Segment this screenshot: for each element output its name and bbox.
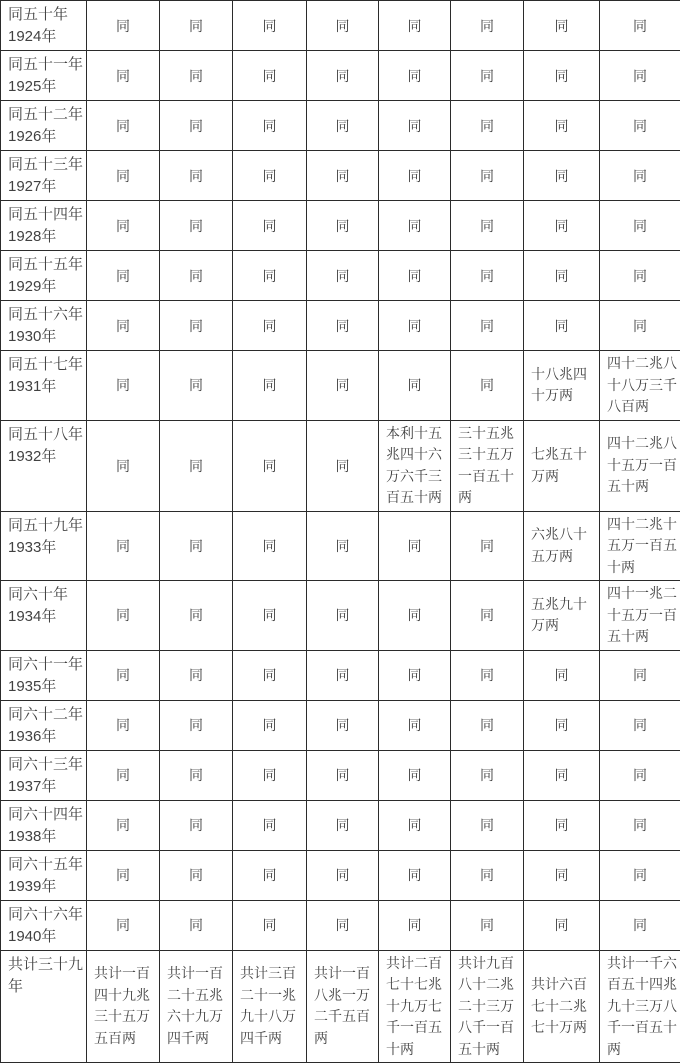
ditto-cell: 同 (379, 850, 451, 900)
ditto-cell: 同 (307, 511, 379, 581)
ditto-cell: 同 (87, 1, 160, 51)
ditto-cell: 同 (600, 251, 680, 301)
ditto-cell: 同 (600, 151, 680, 201)
amount-cell: 七兆五十万两 (524, 420, 600, 511)
ditto-cell: 同 (451, 650, 524, 700)
ditto-cell: 同 (307, 101, 379, 151)
ditto-cell: 同 (307, 900, 379, 950)
ditto-cell: 同 (233, 420, 307, 511)
row-year-label-cell (1, 581, 87, 651)
amount-cell: 四十一兆二十五万一百五十两 (600, 581, 680, 651)
year-label: 1934年 (8, 606, 84, 628)
year-label: 1929年 (8, 276, 84, 298)
era-label: 同五十年 (8, 4, 84, 26)
ditto-cell: 同 (233, 251, 307, 301)
ditto-cell: 同 (451, 51, 524, 101)
ditto-cell: 同 (307, 351, 379, 421)
ditto-cell: 同 (379, 351, 451, 421)
ditto-cell: 同 (87, 420, 160, 511)
table-row (1, 581, 680, 651)
ditto-cell: 同 (379, 301, 451, 351)
ditto-cell: 同 (307, 301, 379, 351)
table-row (1, 700, 680, 750)
amount-cell: 共计六百七十二兆七十万两 (524, 950, 600, 1063)
ditto-cell: 同 (600, 750, 680, 800)
ditto-cell: 同 (524, 251, 600, 301)
amount-cell: 共计九百八十二兆二十三万八千一百五十两 (451, 950, 524, 1063)
ditto-cell: 同 (379, 581, 451, 651)
ditto-cell: 同 (307, 251, 379, 301)
year-label: 1931年 (8, 376, 84, 398)
ditto-cell: 同 (379, 151, 451, 201)
amount-cell: 共计三百二十一兆九十八万四千两 (233, 950, 307, 1063)
ditto-cell: 同 (160, 301, 233, 351)
amount-cell: 共计一百八兆一万二千五百两 (307, 950, 379, 1063)
table-row (1, 251, 680, 301)
ditto-cell: 同 (87, 201, 160, 251)
ditto-cell: 同 (160, 51, 233, 101)
ditto-cell: 同 (160, 201, 233, 251)
ditto-cell: 同 (160, 900, 233, 950)
era-label: 同五十九年 (8, 515, 84, 537)
ditto-cell: 同 (379, 511, 451, 581)
ditto-cell: 同 (451, 101, 524, 151)
ditto-cell: 同 (600, 700, 680, 750)
row-year-label-cell (1, 850, 87, 900)
era-label: 同五十八年 (8, 424, 84, 446)
amount-cell: 六兆八十五万两 (524, 511, 600, 581)
ditto-cell: 同 (451, 850, 524, 900)
table-row (1, 511, 680, 581)
table-row (1, 650, 680, 700)
ditto-cell: 同 (379, 900, 451, 950)
year-label: 1925年 (8, 76, 84, 98)
ditto-cell: 同 (160, 650, 233, 700)
table-row (1, 1, 680, 51)
table-row (1, 151, 680, 201)
era-label: 同五十一年 (8, 54, 84, 76)
ditto-cell: 同 (524, 1, 600, 51)
ditto-cell: 同 (524, 201, 600, 251)
ditto-cell: 同 (379, 800, 451, 850)
year-label: 1930年 (8, 326, 84, 348)
year-label: 1928年 (8, 226, 84, 248)
ditto-cell: 同 (233, 301, 307, 351)
ditto-cell: 同 (307, 650, 379, 700)
row-year-label-cell (1, 251, 87, 301)
ditto-cell: 同 (524, 750, 600, 800)
ditto-cell: 同 (160, 800, 233, 850)
ditto-cell: 同 (160, 700, 233, 750)
table-row (1, 301, 680, 351)
ditto-cell: 同 (451, 301, 524, 351)
amount-cell: 四十二兆十五万一百五十两 (600, 511, 680, 581)
era-label: 同六十一年 (8, 654, 84, 676)
ditto-cell: 同 (379, 750, 451, 800)
ditto-cell: 同 (600, 650, 680, 700)
year-label: 1924年 (8, 26, 84, 48)
era-label: 同六十四年 (8, 804, 84, 826)
ditto-cell: 同 (87, 850, 160, 900)
ditto-cell: 同 (160, 511, 233, 581)
era-label: 同五十三年 (8, 154, 84, 176)
ditto-cell: 同 (451, 1, 524, 51)
ditto-cell: 同 (87, 581, 160, 651)
ditto-cell: 同 (87, 700, 160, 750)
amount-cell: 十八兆四十万两 (524, 351, 600, 421)
table-row (1, 750, 680, 800)
ditto-cell: 同 (451, 151, 524, 201)
table-row (1, 900, 680, 950)
ditto-cell: 同 (233, 1, 307, 51)
era-label: 同六十二年 (8, 704, 84, 726)
year-label: 1933年 (8, 537, 84, 559)
ditto-cell: 同 (524, 650, 600, 700)
table-row (1, 201, 680, 251)
ditto-cell: 同 (160, 581, 233, 651)
ditto-cell: 同 (160, 351, 233, 421)
row-year-label-cell (1, 420, 87, 511)
ditto-cell: 同 (233, 800, 307, 850)
era-label: 同五十五年 (8, 254, 84, 276)
amount-cell: 三十五兆三十五万一百五十两 (451, 420, 524, 511)
ditto-cell: 同 (451, 900, 524, 950)
era-label: 同六十六年 (8, 904, 84, 926)
ditto-cell: 同 (233, 900, 307, 950)
ditto-cell: 同 (307, 1, 379, 51)
table-row (1, 950, 680, 1063)
era-label: 同五十二年 (8, 104, 84, 126)
ditto-cell: 同 (379, 1, 451, 51)
year-label: 1940年 (8, 926, 84, 948)
ditto-cell: 同 (233, 850, 307, 900)
row-year-label-cell (1, 301, 87, 351)
ditto-cell: 同 (87, 750, 160, 800)
ditto-cell: 同 (233, 581, 307, 651)
ditto-cell: 同 (160, 151, 233, 201)
ditto-cell: 同 (87, 650, 160, 700)
ditto-cell: 同 (87, 511, 160, 581)
ditto-cell: 同 (379, 51, 451, 101)
row-year-label-cell (1, 800, 87, 850)
ditto-cell: 同 (379, 700, 451, 750)
ditto-cell: 同 (524, 900, 600, 950)
ditto-cell: 同 (451, 700, 524, 750)
era-label: 同六十五年 (8, 854, 84, 876)
ditto-cell: 同 (307, 850, 379, 900)
row-year-label-cell (1, 650, 87, 700)
amount-cell: 四十二兆八十八万三千八百两 (600, 351, 680, 421)
ditto-cell: 同 (307, 151, 379, 201)
year-label: 1927年 (8, 176, 84, 198)
row-year-label-cell (1, 511, 87, 581)
row-year-label-cell (1, 750, 87, 800)
ditto-cell: 同 (160, 420, 233, 511)
ditto-cell: 同 (379, 101, 451, 151)
ditto-cell: 同 (87, 900, 160, 950)
ditto-cell: 同 (233, 151, 307, 201)
ditto-cell: 同 (233, 511, 307, 581)
ditto-cell: 同 (451, 201, 524, 251)
year-label: 1936年 (8, 726, 84, 748)
row-year-label-cell (1, 900, 87, 950)
ditto-cell: 同 (87, 51, 160, 101)
ditto-cell: 同 (87, 101, 160, 151)
ditto-cell: 同 (307, 700, 379, 750)
ditto-cell: 同 (233, 351, 307, 421)
ditto-cell: 同 (451, 511, 524, 581)
ditto-cell: 同 (307, 420, 379, 511)
table-row (1, 800, 680, 850)
ditto-cell: 同 (87, 251, 160, 301)
ditto-cell: 同 (524, 301, 600, 351)
year-label: 1926年 (8, 126, 84, 148)
row-year-label-cell (1, 1, 87, 51)
amount-cell: 共计二百七十七兆十九万七千一百五十两 (379, 950, 451, 1063)
row-year-label-cell (1, 101, 87, 151)
table-row (1, 101, 680, 151)
ditto-cell: 同 (524, 700, 600, 750)
ditto-cell: 同 (160, 1, 233, 51)
row-year-label-cell (1, 151, 87, 201)
ditto-cell: 同 (600, 1, 680, 51)
ditto-cell: 同 (600, 101, 680, 151)
ditto-cell: 同 (87, 301, 160, 351)
ditto-cell: 同 (160, 101, 233, 151)
row-year-label-cell (1, 700, 87, 750)
ditto-cell: 同 (87, 800, 160, 850)
table-row (1, 420, 680, 511)
ditto-cell: 同 (160, 251, 233, 301)
year-label: 1938年 (8, 826, 84, 848)
ditto-cell: 同 (233, 201, 307, 251)
ditto-cell: 同 (160, 750, 233, 800)
era-label: 同六十三年 (8, 754, 84, 776)
amount-cell: 四十二兆八十五万一百五十两 (600, 420, 680, 511)
row-year-label-cell (1, 351, 87, 421)
ditto-cell: 同 (600, 900, 680, 950)
year-label: 1939年 (8, 876, 84, 898)
amount-cell: 共计一千六百五十四兆九十三万八千一百五十两 (600, 950, 680, 1063)
ditto-cell: 同 (233, 650, 307, 700)
ditto-cell: 同 (524, 800, 600, 850)
era-label: 同五十四年 (8, 204, 84, 226)
ditto-cell: 同 (600, 201, 680, 251)
table-body (1, 1, 680, 1063)
ditto-cell: 同 (160, 850, 233, 900)
ditto-cell: 同 (307, 51, 379, 101)
table-row (1, 51, 680, 101)
ditto-cell: 同 (524, 850, 600, 900)
ditto-cell: 同 (233, 750, 307, 800)
ditto-cell: 同 (451, 581, 524, 651)
row-year-label-cell (1, 51, 87, 101)
ditto-cell: 同 (451, 800, 524, 850)
ditto-cell: 同 (600, 301, 680, 351)
year-label: 1935年 (8, 676, 84, 698)
row-year-label-cell (1, 950, 87, 1063)
amount-cell: 五兆九十万两 (524, 581, 600, 651)
year-label: 1937年 (8, 776, 84, 798)
amount-cell: 本利十五兆四十六万六千三百五十两 (379, 420, 451, 511)
era-label: 共计三十九年 (8, 954, 84, 998)
ditto-cell: 同 (233, 101, 307, 151)
table-row (1, 850, 680, 900)
row-year-label-cell (1, 201, 87, 251)
era-label: 同五十六年 (8, 304, 84, 326)
era-label: 同五十七年 (8, 354, 84, 376)
ditto-cell: 同 (87, 151, 160, 201)
ditto-cell: 同 (524, 151, 600, 201)
amount-cell: 共计一百二十五兆六十九万四千两 (160, 950, 233, 1063)
ditto-cell: 同 (451, 750, 524, 800)
ditto-cell: 同 (600, 51, 680, 101)
ditto-cell: 同 (600, 800, 680, 850)
ditto-cell: 同 (233, 700, 307, 750)
ditto-cell: 同 (379, 201, 451, 251)
ditto-cell: 同 (600, 850, 680, 900)
ditto-cell: 同 (307, 581, 379, 651)
ditto-cell: 同 (379, 251, 451, 301)
year-label: 1932年 (8, 446, 84, 468)
era-label: 同六十年 (8, 584, 84, 606)
ditto-cell: 同 (307, 800, 379, 850)
ditto-cell: 同 (451, 351, 524, 421)
amount-cell: 共计一百四十九兆三十五万五百两 (87, 950, 160, 1063)
ditto-cell: 同 (379, 650, 451, 700)
ditto-cell: 同 (451, 251, 524, 301)
ditto-cell: 同 (87, 351, 160, 421)
ditto-cell: 同 (307, 750, 379, 800)
ditto-cell: 同 (524, 101, 600, 151)
table-row (1, 351, 680, 421)
ditto-cell: 同 (307, 201, 379, 251)
ditto-cell: 同 (524, 51, 600, 101)
ditto-cell: 同 (233, 51, 307, 101)
